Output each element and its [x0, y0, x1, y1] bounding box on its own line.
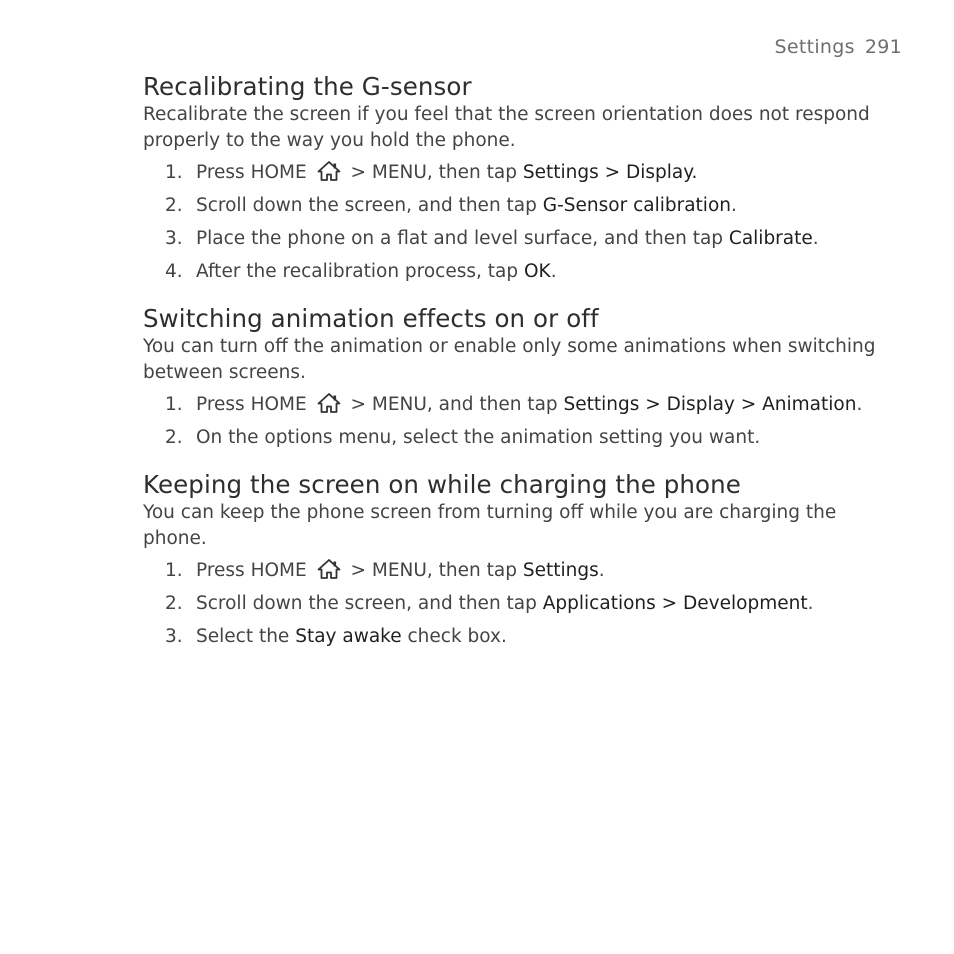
step-item [143, 425, 903, 450]
page-number: 291 [864, 36, 902, 58]
home-icon [316, 558, 342, 580]
step-number: 1. [165, 162, 183, 183]
page-header [774, 36, 902, 58]
step-item [143, 259, 903, 284]
step-text: On the options menu, select the animation setting you want. [196, 427, 761, 448]
step-text: . [807, 593, 814, 614]
step-text: Press HOME [196, 560, 307, 581]
home-icon [316, 392, 342, 414]
section-keeping-screen-on [143, 470, 903, 649]
step-text: After the recalibration process, tap [196, 261, 524, 282]
step-number: 2. [165, 427, 183, 448]
step-text: Select the [196, 626, 296, 647]
steps-list [143, 392, 903, 450]
page-content [143, 72, 903, 669]
step-number: 3. [165, 626, 183, 647]
step-emphasis: Settings > Display. [522, 162, 698, 183]
section-intro: You can turn off the animation or enable only some animations when switching between screens. [143, 336, 876, 383]
step-text: . [550, 261, 557, 282]
step-text: . [812, 228, 819, 249]
section-switching-animation [143, 304, 903, 450]
step-number: 3. [165, 228, 183, 249]
step-item [143, 160, 903, 185]
step-emphasis: Stay awake [295, 626, 402, 647]
section-recalibrating-g-sensor [143, 72, 903, 284]
step-item [143, 624, 903, 649]
step-emphasis: Settings [522, 560, 599, 581]
section-title: Keeping the screen on while charging the phone [143, 470, 741, 499]
step-text: . [598, 560, 605, 581]
step-text: Place the phone on a flat and level surface, and then tap [196, 228, 729, 249]
step-item [143, 226, 903, 251]
step-emphasis: G-Sensor calibration [542, 195, 731, 216]
steps-list [143, 558, 903, 649]
step-text: > MENU, then tap [350, 560, 523, 581]
step-text: . [730, 195, 737, 216]
step-number: 2. [165, 593, 183, 614]
steps-list [143, 160, 903, 284]
step-emphasis: Calibrate [728, 228, 813, 249]
step-text: Scroll down the screen, and then tap [196, 195, 543, 216]
step-text: Scroll down the screen, and then tap [196, 593, 543, 614]
step-text: Press HOME [196, 394, 307, 415]
section-title: Switching animation effects on or off [143, 304, 599, 333]
section-intro: You can keep the phone screen from turning off while you are charging the phone. [143, 502, 837, 549]
step-item [143, 392, 903, 417]
step-text: check box. [401, 626, 507, 647]
home-icon [316, 160, 342, 182]
section-title: Recalibrating the G-sensor [143, 72, 472, 101]
header-section-name: Settings [774, 36, 855, 58]
step-emphasis: Applications > Development [542, 593, 808, 614]
step-text: . [856, 394, 863, 415]
step-number: 2. [165, 195, 183, 216]
step-text: Press HOME [196, 162, 307, 183]
step-number: 1. [165, 560, 183, 581]
step-emphasis: Settings > Display > Animation [563, 394, 857, 415]
step-number: 4. [165, 261, 183, 282]
section-intro: Recalibrate the screen if you feel that the screen orientation does not respond properly to the way you hold the phone. [143, 104, 870, 151]
step-item [143, 193, 903, 218]
step-text: > MENU, and then tap [350, 394, 564, 415]
step-text: > MENU, then tap [350, 162, 523, 183]
step-item [143, 591, 903, 616]
step-emphasis: OK [524, 261, 551, 282]
step-item [143, 558, 903, 583]
step-number: 1. [165, 394, 183, 415]
